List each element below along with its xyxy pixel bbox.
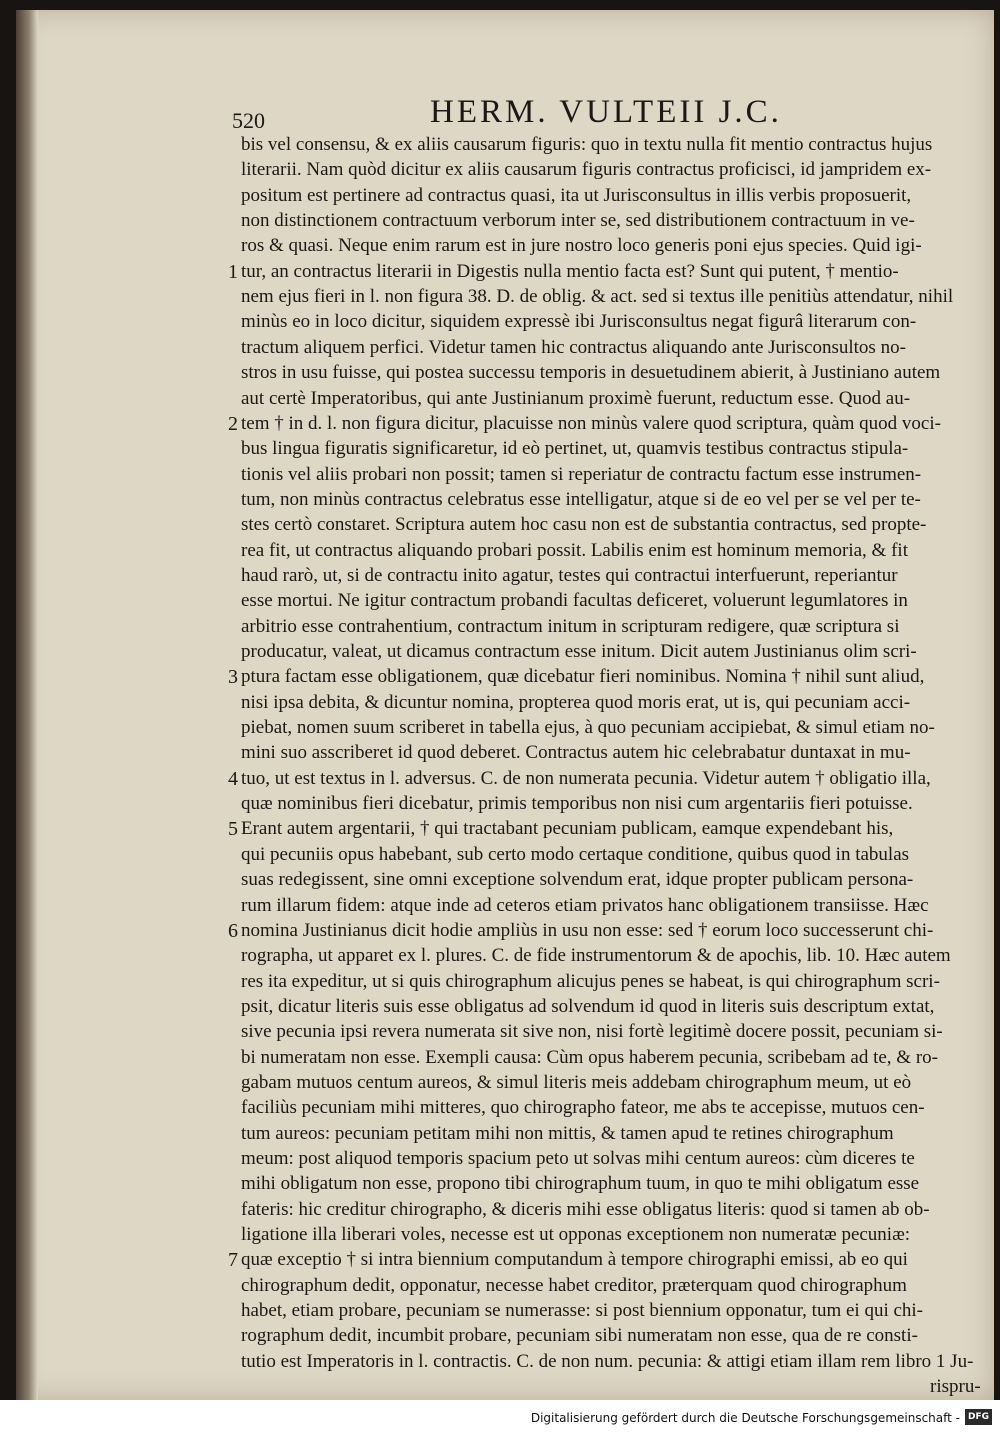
text-line: qui pecuniis opus habebant, sub certo modo certaque conditione, quibus quod in tabulas: [241, 843, 910, 865]
text-line: ros & quasi. Neque enim rarum est in jure nostro loco generis poni ejus species. Quid igi-: [241, 235, 922, 257]
text-line: stes certò constaret. Scriptura autem hoc casu non est de substantia contractus, sed propte-: [241, 514, 927, 536]
text-line: literarii. Nam quòd dicitur ex aliis causarum figuris contractus proficisci, id jampridem ex-: [241, 159, 932, 181]
text-line: producatur, valeat, ut dicamus contractum esse initum. Dicit autem Justinianus olim scri-: [241, 641, 917, 662]
text-line: tem † in d. l. non figura dicitur, placuisse non minùs valere quod scriptura, quàm quod voci-: [241, 412, 941, 434]
text-line: rea fit, ut contractus aliquando probari possit. Labilis enim est hominum memoria, & fit: [241, 539, 908, 561]
text-line: non distinctionem contractuum verborum inter se, sed distributionem contractuum in ve-: [241, 210, 915, 232]
text-line: res ita expeditur, ut si quis chirographum alicujus penes se habeat, is qui chirographum scri-: [241, 970, 940, 992]
running-head: HERM. VULTEII J.C.: [430, 94, 782, 130]
margin-number: 5: [228, 818, 238, 841]
text-line: rum illarum fidem: atque inde ad ceteros etiam privatos hanc obligationem transiisse. Hæc: [241, 894, 929, 916]
text-line: psit, dicatur literis suis esse obligatus ad solvendum id quod in literis suis descriptum extat,: [241, 995, 935, 1017]
text-line: fateris: hic creditur chirographo, & diceris mihi esse obligatus literis: quod si tamen ab ob-: [241, 1198, 930, 1220]
text-line: meum: post aliquod temporis spacium peto ut solvas mihi centum aureos: cùm diceres te: [241, 1148, 915, 1169]
margin-number: 3: [228, 666, 238, 689]
text-line: stros in usu fuisse, qui postea successu temporis in desuetudinem abierit, à Justiniano autem: [241, 362, 941, 384]
text-line: esse mortui. Ne igitur contractum probandi facultas deficeret, voluerunt legumlatores in: [241, 590, 908, 612]
text-line: tum aureos: pecuniam petitam mihi non mittis, & tamen apud te retines chirographum: [241, 1122, 894, 1144]
text-line: rographa, ut apparet ex l. plures. C. de fide instrumentorum & de apochis, lib. 10. Hæc autem: [241, 945, 951, 967]
text-line: gabam mutuos centum aureos, & simul literis meis addebam chirographum meum, ut eò: [241, 1071, 912, 1093]
text-line: haud rarò, ut, si de contractu inito agatur, testes qui contractui interfuerunt, reperiantur: [241, 564, 898, 586]
text-line: nomina Justinianus dicit hodie ampliùs in usu non esse: sed † eorum loco successerunt chi-: [241, 919, 934, 941]
text-line: tractum aliquem perfici. Videtur tamen hic contractus aliquando ante Jurisconsultos no-: [241, 336, 906, 358]
text-line: faciliùs pecuniam mihi mitteres, quo chirographo fateor, me abs te accepisse, mutuos cen-: [241, 1097, 925, 1119]
text-line: piebat, nomen suum scriberet in tabella ejus, à quo pecuniam accipiebat, & simul etiam no-: [241, 717, 935, 739]
margin-number: 4: [228, 767, 238, 790]
text-line: chirographum dedit, opponatur, necesse habet creditor, præterquam quod chirographum: [241, 1274, 907, 1296]
footer-bar: [0, 1400, 1000, 1438]
text-line: tutio est Imperatoris in l. contractis. C. de non num. pecunia: & attigi etiam illam rem libro 1 Ju-: [241, 1350, 974, 1372]
text-line: ligatione illa liberari voles, necesse est ut opponas exceptionem non numeratæ pecuniæ:: [241, 1224, 911, 1246]
text-line: minùs eo in loco dicitur, siquidem expressè ibi Jurisconsultus negat figurâ literarum con-: [241, 311, 917, 333]
text-line: ptura factam esse obligationem, quæ dicebatur fieri nominibus. Nomina † nihil sunt aliud,: [241, 666, 925, 688]
text-line: rispru-: [930, 1376, 981, 1398]
text-line: nem ejus fieri in l. non figura 38. D. de oblig. & act. sed si textus ille penitiùs attendatur, nihil: [241, 286, 954, 308]
text-line: quæ exceptio † si intra biennium computandum à tempore chirographi emissi, ab eo qui: [241, 1249, 908, 1271]
text-line: suas redegissent, sine omni exceptione solvendum erat, idque propter publicam persona-: [241, 869, 914, 891]
text-line: Erant autem argentarii, † qui tractabant pecuniam publicam, eamque expendebant his,: [241, 818, 894, 840]
text-line: tionis vel aliis probari non possit; tamen si reperiatur de contractu factum esse instrumen-: [241, 463, 922, 485]
margin-number: 1: [228, 260, 238, 283]
margin-number: 2: [228, 412, 238, 435]
text-line: quæ nominibus fieri dicebatur, primis temporibus non nisi cum argentariis fieri potuisse.: [241, 793, 913, 815]
margin-number: 7: [228, 1249, 238, 1272]
page-number: 520: [232, 108, 265, 133]
text-line: sive pecunia ipsi revera numerata sit sive non, nisi fortè legitimè docere possit, pecuniam si-: [241, 1021, 943, 1043]
text-line: mini suo asscriberet id quod deberet. Contractus autem hic celebrabatur duntaxat in mu-: [241, 742, 911, 764]
margin-number: 6: [228, 919, 238, 942]
text-line: positum est pertinere ad contractus quasi, ita ut Jurisconsultus in illis verbis proposuerit,: [241, 184, 912, 206]
text-line: habet, etiam probare, pecuniam se numerasse: si post biennium opponatur, tum ei qui chi-: [241, 1300, 924, 1322]
text-line: aut certè Imperatoribus, qui ante Justinianum proximè fuerunt, reductum esse. Quod au-: [241, 387, 911, 409]
text-line: nisi ipsa debita, & dicuntur nomina, propterea quod moris erat, ut is, qui pecuniam acci-: [241, 691, 911, 713]
text-line: bis vel consensu, & ex aliis causarum figuris: quo in textu nulla fit mentio contractus hujus: [241, 134, 933, 155]
text-line: rographum dedit, incumbit probare, pecuniam sibi numeratam non esse, qua de re consti-: [241, 1325, 918, 1347]
text-line: bus lingua figuratis significaretur, id eò pertinet, ut, quamvis testibus contractus stipula-: [241, 438, 909, 460]
text-line: bi numeratam non esse. Exempli causa: Cùm opus haberem pecunia, scribebam ad te, & ro-: [241, 1046, 938, 1068]
text-line: arbitrio esse contrahentium, contractum initum in scripturam redigere, quæ scriptura si: [241, 615, 900, 637]
text-line: tuo, ut est textus in l. adversus. C. de non numerata pecunia. Videtur autem † obligatio illa,: [241, 767, 931, 789]
dfg-logo: DFG: [965, 1409, 992, 1425]
text-line: mihi obligatum non esse, propono tibi chirographum tuum, in quo te mihi obligatum esse: [241, 1173, 920, 1195]
text-line: tur, an contractus literarii in Digestis nulla mentio facta est? Sunt qui putent, † mentio-: [241, 260, 899, 282]
text-line: tum, non minùs contractus celebratus esse intelligatur, atque si de eo vel per se vel per te-: [241, 488, 921, 510]
funding-notice: Digitalisierung gefördert durch die Deutsche Forschungsgemeinschaft -: [530, 1411, 960, 1425]
